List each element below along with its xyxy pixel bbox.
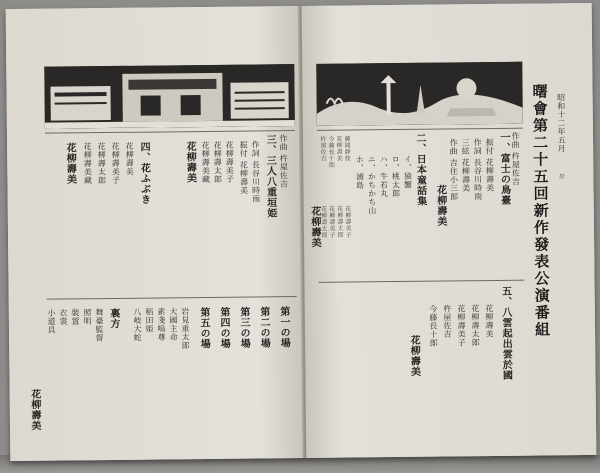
staff-3: 裝置 (70, 308, 80, 326)
program-4-cast-4: 花柳壽美藏 (83, 142, 93, 185)
program-3-cast-2: 作詞 長谷川時雨 (251, 140, 261, 204)
program-1-cast-3: 作詞 長谷川時雨 (473, 138, 483, 201)
program-2-title: 二、日本童話集 (413, 132, 426, 207)
staff-title: 裏方 (107, 307, 120, 330)
program-5-cast-4: 杵屋佐吉 (442, 304, 453, 339)
program-3-cast-5: 花柳壽太郎 (213, 140, 223, 184)
program-4-credit: 花柳壽美 (64, 142, 76, 185)
program-5-credit: 花柳壽美 (408, 334, 420, 377)
program-3-cast-4: 花柳壽美子 (225, 140, 235, 184)
program-4-cast-3: 花柳壽太郎 (97, 142, 107, 185)
role-2: 大國主命 (168, 307, 179, 342)
program-5-cast-3: 花柳壽美子 (456, 304, 467, 347)
program-1-cast-4: 三絃 花柳壽美 (461, 138, 471, 193)
staff-2: 照明 (82, 308, 92, 326)
divider (47, 296, 297, 300)
right-page (302, 3, 597, 458)
program-3-title: 三、三人八重垣姫 (263, 134, 276, 219)
program-3-cast-1: 作曲 杵屋佐吉 (278, 134, 289, 189)
program-2-item-3: ハ、牛若丸 (379, 155, 389, 198)
staff-5: 小道具 (46, 308, 57, 335)
program-2-item-2: ロ、桃太郎 (391, 154, 401, 198)
program-1-cast-1: 作曲 杵屋佐吉 (510, 131, 521, 186)
scene-4-label: 第四の場 (217, 306, 230, 349)
program-4-cast-1: 花柳壽美 (125, 141, 135, 176)
program-3-cast-6: 花柳壽美藏 (201, 140, 211, 184)
program-4-title: 四、花ふぶき (138, 141, 150, 205)
scene-2-label: 第二の場 (257, 306, 270, 349)
divider (319, 280, 525, 283)
role-1: 岩見重太郎 (180, 307, 191, 350)
main-title: 曙會第二十五回新作發表公演番組 (530, 83, 552, 339)
scene-5-label: 第五の場 (197, 306, 210, 350)
program-2-item-5: ホ、浦島 (355, 155, 365, 190)
program-4-cast-2: 花柳壽美子 (111, 141, 121, 185)
program-3-credit: 花柳壽美 (184, 141, 196, 184)
program-2-item-4: ニ、かちかち山 (367, 155, 377, 215)
date-sub: 於 (557, 173, 565, 180)
program-1-cast-2: 振付 花柳壽美 (485, 137, 495, 193)
program-2-item-1: イ、猿蟹 (403, 154, 413, 189)
program-3-cast-3: 振付 花柳壽美 (239, 140, 249, 195)
program-2-cast-6: 花柳壽太郎 (335, 205, 344, 239)
scene-3-label: 第三の場 (237, 306, 250, 349)
program-1-title: 一、富士の鳥臺 (497, 131, 510, 206)
date-line: 昭和十二年五月 (556, 93, 567, 153)
program-2-cast-7: 花柳壽美子 (327, 205, 336, 239)
program-2-cast-3: 今藤長十郎 (326, 135, 335, 169)
banner-illustration-left (44, 64, 295, 129)
program-2-cast-4: 杵屋佐吉 (318, 135, 327, 162)
divider (45, 130, 295, 134)
program-2-cast-2: 花柳壽美 (334, 135, 343, 162)
program-5-cast-5: 今藤長十郎 (428, 304, 439, 348)
staff-4: 衣裳 (58, 308, 68, 326)
program-booklet (6, 3, 597, 461)
staff-1: 舞臺監督 (94, 308, 105, 343)
program-2-credit: 花柳壽美 (308, 205, 321, 248)
program-5-cast-1: 花柳壽美 (484, 303, 495, 339)
program-1-cast-5: 作曲 吉住小三郎 (449, 138, 459, 201)
program-2-cast-8: 花柳壽太郎 (319, 205, 328, 239)
role-5: 八岐大蛇 (132, 307, 143, 342)
left-page (6, 6, 305, 461)
stage-scene-illustration (44, 64, 295, 129)
program-5-cast-2: 花柳壽太郎 (470, 304, 481, 347)
banner-illustration-right (316, 62, 523, 126)
divider (317, 128, 523, 131)
role-4: 稻田姫 (144, 307, 155, 334)
program-2-cast-5: 花柳壽美子 (343, 205, 352, 239)
footer-credit: 花柳壽美 (28, 388, 41, 431)
program-2-cast-1: 藤間静枝 (342, 135, 351, 162)
program-1-credit: 花柳壽美 (434, 184, 446, 227)
program-5-title: 五、八雲起出雲於國 (499, 285, 512, 381)
role-3: 素戔嗚尊 (156, 307, 167, 342)
scene-1-label: 第一の場 (277, 306, 290, 349)
landscape-illustration (316, 62, 523, 126)
